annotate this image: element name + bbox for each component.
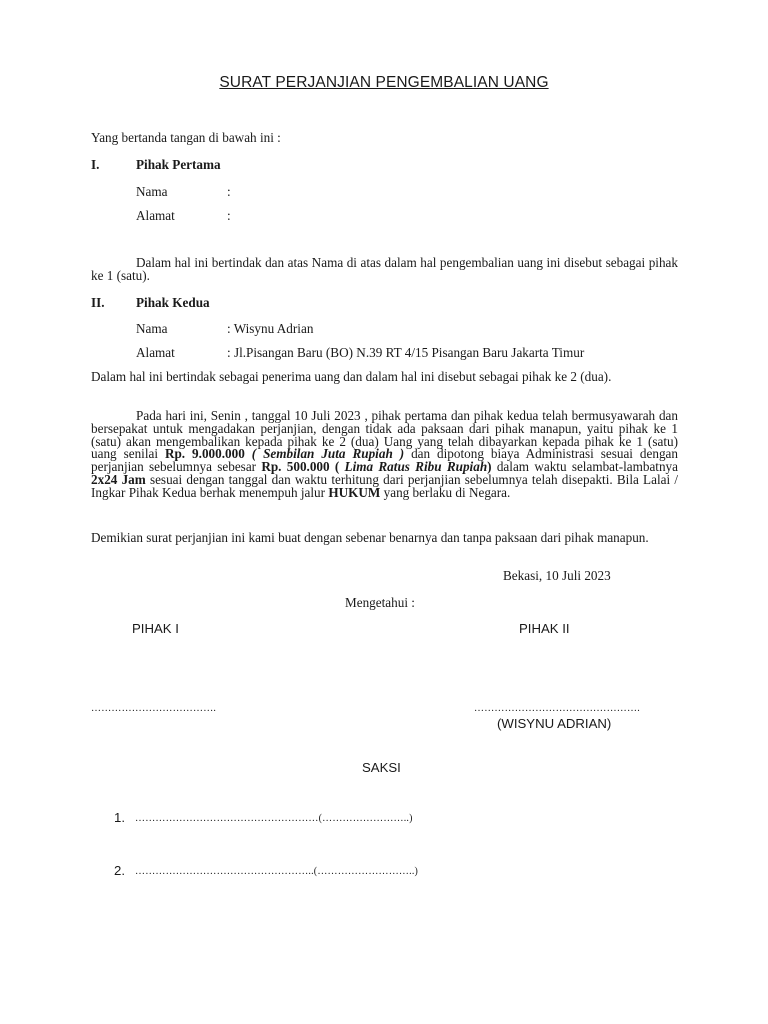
- pihak-pertama-alamat-value: :: [227, 208, 231, 223]
- pihak-kedua-paragraph: Dalam hal ini bertindak sebagai penerima uang dan dalam hal ini disebut sebagai pihak ke 2 (dua).: [91, 369, 612, 384]
- witness-1-line: ………………………………………………(……………………..): [135, 813, 413, 824]
- pihak-pertama-nama-label: Nama: [136, 184, 168, 199]
- party-1-signature-line: ……………………………….: [91, 703, 217, 714]
- deadline: 2x24 Jam: [91, 471, 146, 487]
- section-heading-pihak-pertama: Pihak Pertama: [136, 157, 221, 172]
- closing-paragraph: Demikian surat perjanjian ini kami buat dengan sebenar benarnya dan tanpa paksaan dari pihak manapun.: [91, 530, 649, 545]
- mengetahui-label: Mengetahui :: [345, 595, 415, 610]
- section-number-1: I.: [91, 157, 100, 172]
- amount-refund-words: ( Sembilan Juta Rupiah ): [244, 446, 405, 462]
- pihak-kedua-nama-label: Nama: [136, 321, 168, 336]
- pihak-pertama-nama-value: :: [227, 184, 231, 199]
- witness-2-line: ……………………………………………..(………………………..): [135, 866, 419, 877]
- agreement-text-2: dan dipotong biaya Administrasi sesuai dengan perjanjian sebelumnya sebesar: [91, 446, 678, 475]
- party-1-label: PIHAK I: [132, 621, 179, 636]
- party-2-name: (WISYNU ADRIAN): [497, 716, 612, 731]
- agreement-text-5: yang berlaku di Negara.: [380, 484, 511, 500]
- pihak-kedua-alamat-label: Alamat: [136, 345, 175, 360]
- agreement-text-1: Pada hari ini, Senin , tanggal 10 Juli 2023 , pihak pertama dan pihak kedua telah bermusyawarah dan bersepakat untuk mengadakan perjanjian, dengan tidak ada paksaan dari pihak manapun, yaitu pihak ke 1 (satu) akan mengembalikan kepada pihak ke 2 (dua) Uang yang telah dibayarkan kepada pihak ke 1 (satu) uang senilai: [91, 408, 678, 462]
- hukum-text: HUKUM: [328, 484, 381, 500]
- amount-admin-fee: Rp. 500.000 (: [261, 459, 340, 475]
- pihak-pertama-paragraph: Dalam hal ini bertindak dan atas Nama di atas dalam hal pengembalian uang ini disebut sebagai pihak ke 1 (satu).: [91, 255, 678, 283]
- agreement-paragraph: [91, 410, 678, 500]
- section-number-2: II.: [91, 295, 105, 310]
- pihak-kedua-nama-value: : Wisynu Adrian: [227, 321, 314, 336]
- section-heading-pihak-kedua: Pihak Kedua: [136, 295, 210, 310]
- agreement-text-3: dalam waktu selambat-lambatnya: [491, 459, 679, 475]
- pihak-pertama-alamat-label: Alamat: [136, 208, 175, 223]
- amount-refund: Rp. 9.000.000: [164, 446, 245, 462]
- document-title: SURAT PERJANJIAN PENGEMBALIAN UANG: [219, 74, 549, 91]
- witness-2-number: 2.: [114, 863, 125, 878]
- intro-text: Yang bertanda tangan di bawah ini :: [91, 130, 281, 145]
- amount-admin-fee-close: ): [487, 459, 492, 475]
- saksi-title: SAKSI: [362, 760, 401, 775]
- place-date: Bekasi, 10 Juli 2023: [503, 568, 611, 583]
- party-2-label: PIHAK II: [519, 621, 570, 636]
- amount-admin-fee-words: Lima Ratus Ribu Rupiah: [339, 459, 488, 475]
- witness-1-number: 1.: [114, 810, 125, 825]
- agreement-text-4: sesuai dengan tanggal dan waktu terhitung dari perjanjian sebelumnya telah disepakti. Bila Lalai / Ingkar Pihak Kedua berhak menempuh jalur: [91, 471, 678, 500]
- party-2-signature-line: ………………………………………….: [474, 703, 640, 714]
- pihak-kedua-alamat-value: : Jl.Pisangan Baru (BO) N.39 RT 4/15 Pisangan Baru Jakarta Timur: [227, 345, 585, 360]
